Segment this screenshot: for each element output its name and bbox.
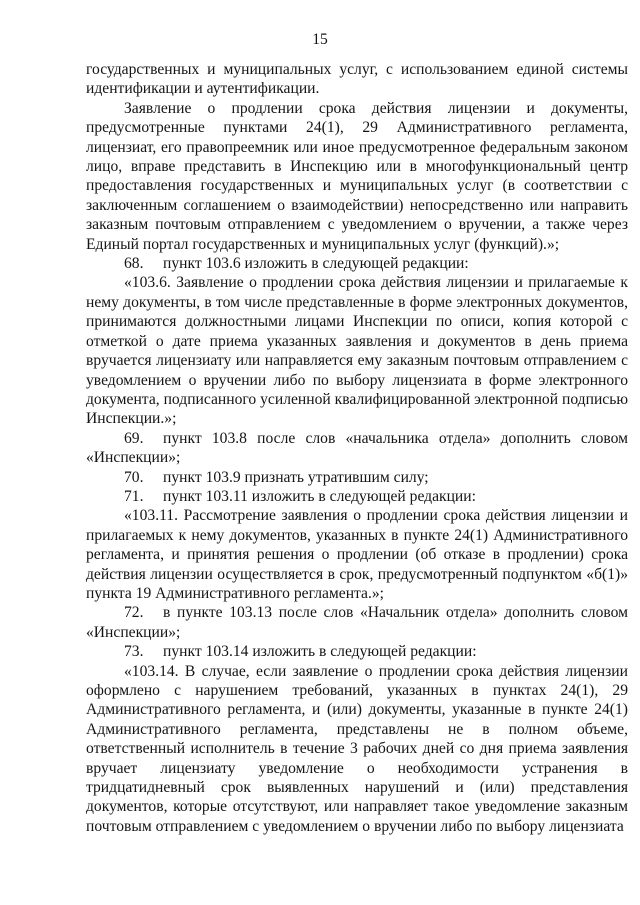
paragraph-continuation bbox=[86, 60, 628, 99]
paragraph-text: пункт 103.6 изложить в следующей редакции: bbox=[163, 255, 469, 273]
paragraph-text: пункт 103.9 признать утратившим силу; bbox=[163, 468, 429, 486]
paragraph-text: «103.11. Рассмотрение заявления о продлении срока действия лицензии и прилагаемых к нему документов, указанных в пункте 24(1) Административного регламента, и принятия решения о продлении (об отказе в продлении) срока действия лицензии осуществляется в срок, предусмотренный подпунктом «б(1)» пункта 19 Административного регламента.»; bbox=[86, 507, 628, 602]
paragraph-text: пункт 103.11 изложить в следующей редакции: bbox=[163, 487, 476, 505]
numbered-item-73 bbox=[86, 642, 628, 661]
numbered-item-72 bbox=[86, 603, 628, 642]
item-number: 69. bbox=[124, 429, 144, 447]
quoted-paragraph-103-6 bbox=[86, 273, 628, 428]
paragraph-text: государственных и муниципальных услуг, с использованием единой системы идентификации и аутентификации. bbox=[86, 61, 628, 98]
document-body bbox=[86, 60, 628, 836]
paragraph-text: в пункте 103.13 после слов «Начальник отдела» дополнить словом «Инспекции»; bbox=[86, 604, 628, 641]
numbered-item-68 bbox=[86, 254, 628, 273]
paragraph-text: пункт 103.8 после слов «начальника отдела» дополнить словом «Инспекции»; bbox=[86, 429, 628, 467]
page-number: 15 bbox=[312, 31, 328, 48]
quoted-paragraph-103-11 bbox=[86, 506, 628, 603]
paragraph-text: «103.6. Заявление о продлении срока действия лицензии и прилагаемые к нему документы, в том числе представленные в форме электронных документов, принимаются должностными лицами Инспекции по описи, копия которой с отметкой о дате приема указанных заявления и документов в день приема вручается лицензиату или направляется ему заказным почтовым отправлением с уведомлением о вручении либо по выбору лицензиата в форме электронного документа, подписанного усиленной квалифицированной электронной подписью Инспекции.»; bbox=[86, 274, 628, 428]
item-number: 68. bbox=[124, 255, 144, 273]
item-number: 72. bbox=[124, 604, 144, 622]
item-number: 73. bbox=[124, 643, 144, 661]
paragraph-text: пункт 103.14 изложить в следующей редакции: bbox=[163, 643, 477, 661]
numbered-item-71 bbox=[86, 487, 628, 506]
paragraph bbox=[86, 99, 628, 254]
quoted-paragraph-103-14 bbox=[86, 662, 628, 837]
paragraph-text: «103.14. В случае, если заявление о продлении срока действия лицензии оформлено с нарушением требований, указанных в пунктах 24(1), 29 Административного регламента, и (или) документы, указанные в пункте 24(1) Административного регламента, представлены не в полном объеме, ответственный исполнитель в течение 3 рабочих дней со дня приема заявления вручает лицензиату уведомление о необходимости устранения в тридцатидневный срок выявленных нарушений и (или) представления документов, которые отсутствуют, или направляет такое уведомление заказным почтовым отправлением с уведомлением о вручении либо по выбору лицензиата bbox=[86, 662, 628, 835]
item-number: 71. bbox=[124, 487, 144, 505]
item-number: 70. bbox=[124, 468, 144, 486]
numbered-item-69 bbox=[86, 429, 628, 468]
paragraph-text: Заявление о продлении срока действия лицензии и документы, предусмотренные пунктами 24(1), 29 Административного регламента, лицензиат, его правопреемник или иное предусмотренное федеральным законом лицо, вправе представить в Инспекцию или в многофункциональный центр предоставления государственных и муниципальных услуг (в соответствии с заключенным соглашением о взаимодействии) непосредственно или направить заказным почтовым отправлением с уведомлением о вручении, а также через Единый портал государственных и муниципальных услуг (функций).»; bbox=[86, 99, 628, 253]
numbered-item-70 bbox=[86, 468, 628, 487]
